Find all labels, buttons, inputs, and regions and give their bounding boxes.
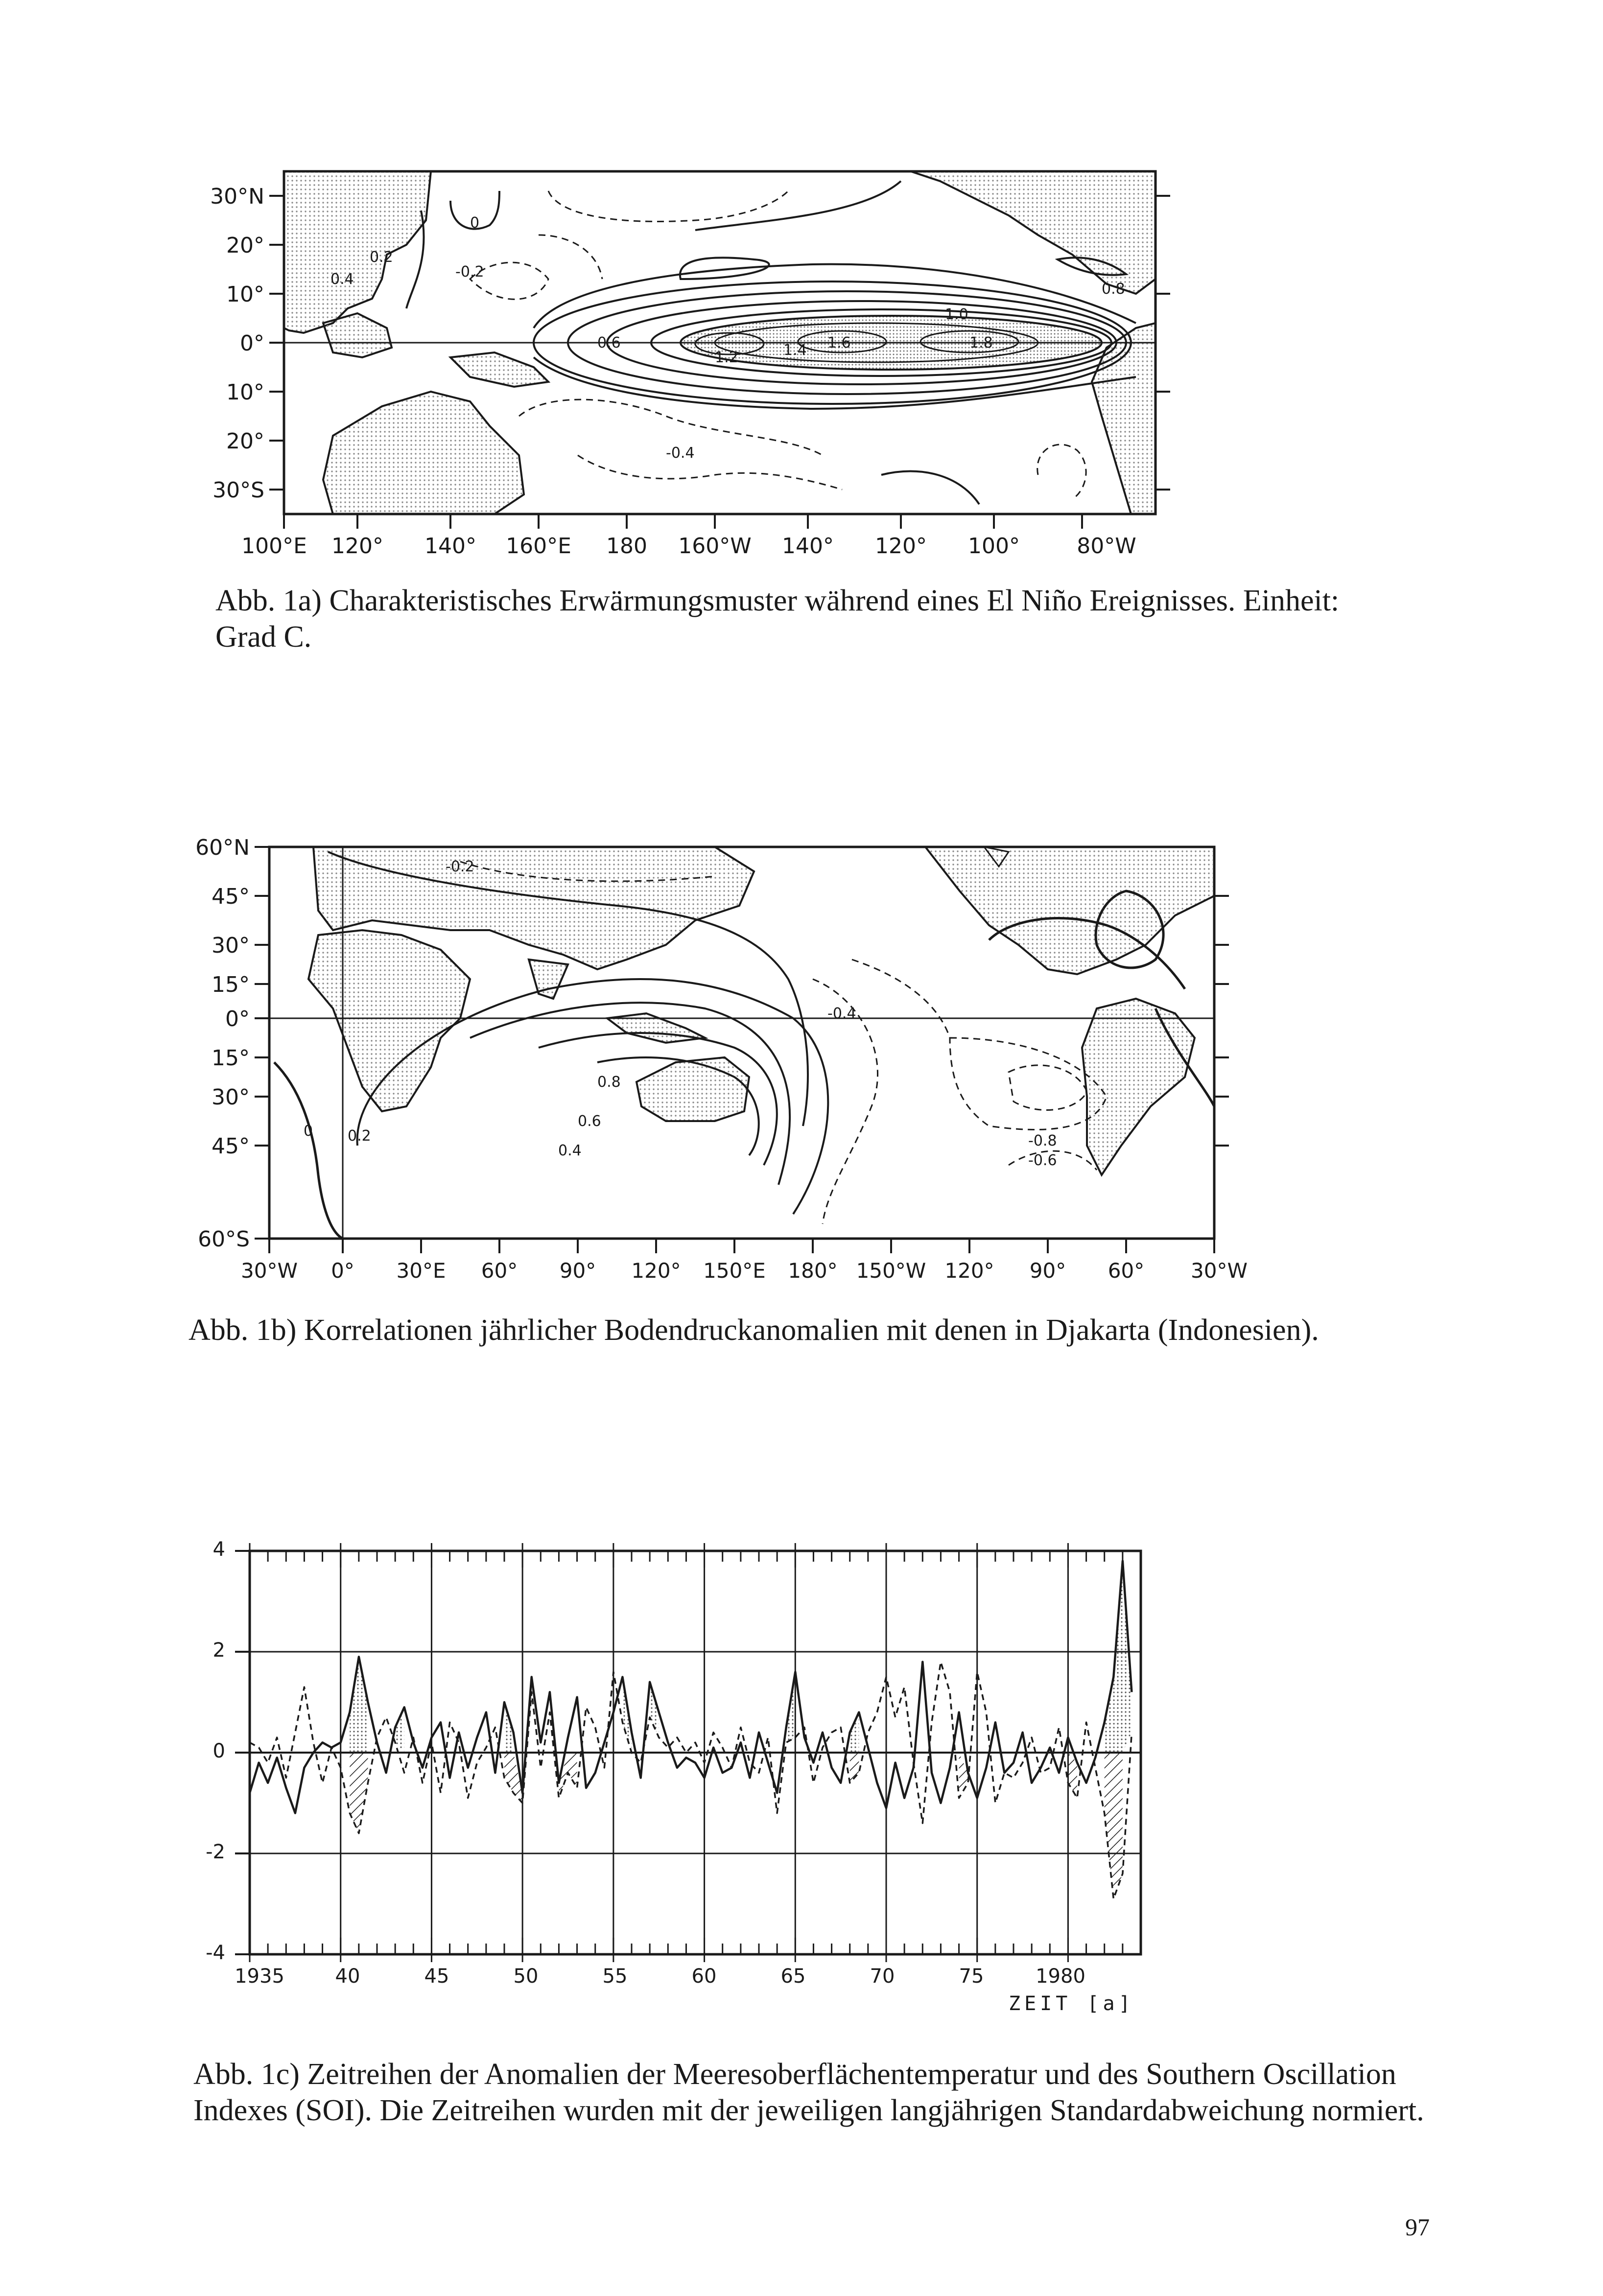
lat-label: 45° [212,1134,250,1159]
lon-label: 180 [606,534,647,559]
contour-label: 0.4 [558,1142,582,1159]
x-tick-label: 65 [780,1965,806,1988]
lon-label: 60° [1108,1259,1145,1283]
contour-label: -0.4 [827,1005,856,1022]
lon-label: 100°E [241,534,307,559]
lon-label: 30°W [241,1259,298,1283]
page-number: 97 [1405,2213,1430,2241]
figure-1c-chart [196,1538,1170,1988]
contour-label: -0.2 [455,263,484,281]
lat-label: 30° [212,1085,250,1110]
x-axis-title: ZEIT [a] [1009,1992,1134,2015]
contour-label: 0.2 [348,1127,371,1145]
sst-positive-shading [395,1707,404,1753]
lon-label: 150°E [703,1259,766,1283]
contour-label: 0.4 [330,271,354,288]
x-tick-label: 1980 [1036,1965,1085,1988]
x-tick-label: 40 [335,1965,360,1988]
lon-label: 160°W [678,534,752,559]
y-tick-label: 4 [212,1538,225,1561]
lat-label: 10° [226,282,264,307]
figure-1b-map [176,832,1273,1297]
lon-label: 120° [331,534,383,559]
lon-label: 140° [782,534,834,559]
x-tick-label: 55 [602,1965,628,1988]
lat-label: 30° [212,933,250,958]
contour-label: 0 [304,1123,313,1140]
contour-label: 1.6 [827,334,851,351]
x-tick-label: 75 [959,1965,984,1988]
lat-label: 30°N [210,184,264,209]
lon-label: 30°W [1191,1259,1248,1283]
lon-label: 90° [1029,1259,1066,1283]
lat-label: 15° [212,1046,250,1071]
contour-label: 0.8 [1102,281,1125,298]
lat-label: 20° [226,429,264,454]
soi-negative-hatching [1113,1753,1123,1899]
lon-label: 30°E [396,1259,446,1283]
contour-label: 1.0 [945,306,968,323]
contour-label: 0.8 [597,1074,621,1091]
lat-label: 30°S [212,478,264,503]
lon-ticks [284,514,1082,529]
soi-negative-hatching [350,1753,359,1833]
lon-label: 0° [331,1259,354,1283]
contour-label: -0.8 [1028,1132,1057,1149]
contour-label: 1.2 [715,349,738,366]
sst-positive-shading [850,1712,859,1753]
contour-label: 0.6 [597,334,621,351]
lon-label: 80°W [1077,534,1136,559]
lat-label: 0° [240,331,264,356]
x-tick-label: 45 [424,1965,449,1988]
lon-label: 120° [875,534,927,559]
figure-1b-caption: Abb. 1b) Korrelationen jährlicher Bodendruckanomalien mit denen in Djakarta (Indonesien). [189,1313,1319,1347]
contour-label: -0.6 [1028,1152,1057,1169]
figure-1c-caption: Abb. 1c) Zeitreihen der Anomalien der Meeresoberflächentemperatur und des Southern Oscillation Indexes (SOI). Die Zeitreihen wurden mit der jeweiligen langjährigen Standardabweichung normiert. [193,2058,1424,2127]
lon-label: 120° [631,1259,681,1283]
lon-label: 140° [424,534,476,559]
lon-label: 100° [968,534,1020,559]
contour-label: 0.6 [578,1113,601,1130]
contour-label: -0.4 [666,445,695,462]
contour-label: -0.2 [446,858,474,875]
figure-1a-caption: Abb. 1a) Charakteristisches Erwärmungsmuster während eines El Niño Ereignisses. Einheit: Grad C. [215,584,1340,654]
lat-label: 15° [212,972,250,997]
contour-label: 0 [470,214,480,232]
lon-label: 160°E [506,534,571,559]
figure-1a-map [176,162,1180,568]
lat-label: 60°S [198,1227,250,1252]
x-tick-label: 50 [513,1965,539,1988]
contour-label: 1.8 [969,334,993,351]
lat-label: 0° [225,1007,250,1031]
x-tick-label: 1935 [235,1965,284,1988]
lon-ticks [269,1239,1214,1253]
y-tick-label: -2 [206,1841,225,1863]
lon-label: 120° [944,1259,994,1283]
contour-label: 1.4 [783,342,807,359]
x-tick-label: 60 [691,1965,717,1988]
y-tick-label: -4 [206,1942,225,1964]
y-tick-label: 2 [212,1639,225,1662]
lat-label: 45° [212,884,250,909]
sst-positive-shading [359,1657,368,1753]
y-tick-label: 0 [212,1740,225,1762]
lon-label: 60° [481,1259,518,1283]
contour-label: 0.2 [370,249,393,266]
lat-label: 20° [226,233,264,258]
x-tick-label: 70 [870,1965,895,1988]
series-line-dashed [250,1662,1132,1899]
lat-label: 60°N [195,835,250,860]
lon-label: 180° [788,1259,838,1283]
lon-label: 150°W [856,1259,926,1283]
soi-negative-hatching [568,1753,577,1788]
lon-label: 90° [559,1259,596,1283]
series-line-solid [250,1561,1132,1813]
lat-label: 10° [226,380,264,405]
